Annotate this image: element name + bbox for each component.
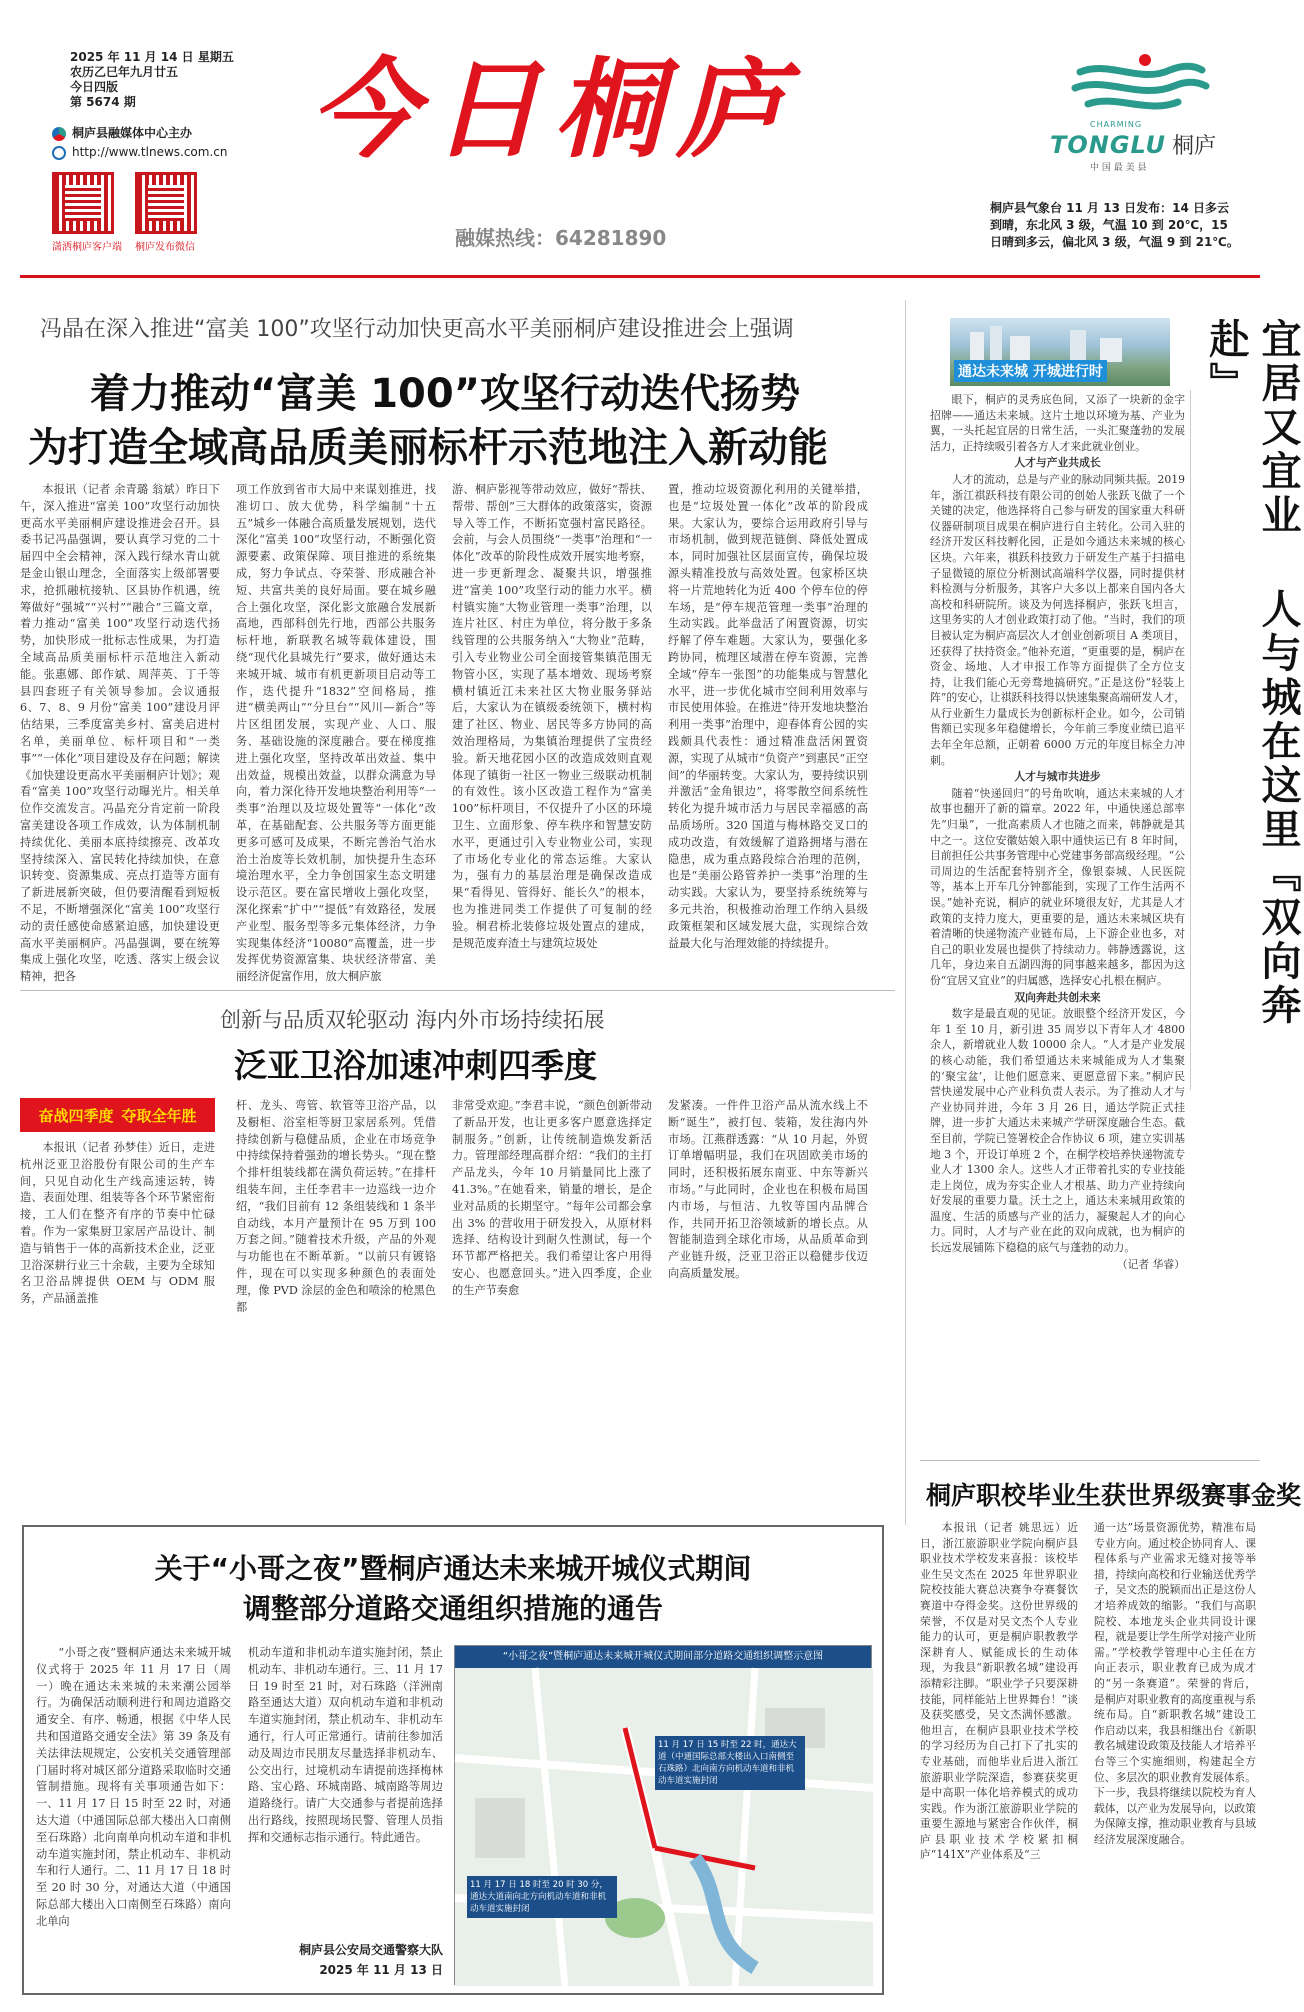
traffic-notice-box — [22, 1525, 884, 1995]
lead-column-4 — [668, 482, 868, 977]
notice-title-line2: 调整部分道路交通组织措施的通告 — [242, 1592, 663, 1625]
traffic-map — [454, 1645, 872, 1985]
date-line: 2025 年 11 月 14 日 星期五 — [70, 50, 234, 64]
featured-section2-title: 人才与城市共进步 — [1014, 770, 1101, 784]
featured-vertical-title — [1200, 318, 1304, 1038]
qr-code-icon — [135, 172, 197, 234]
lead-col1-text: 本报讯（记者 余青璐 翁斌）昨日下午，深入推进“富美 100”攻坚行动加快更高水平美丽桐庐建设推进会召开。县委书记冯晶强调，要认真学习党的二十届四中全会精神，深入践行绿水青山就是金山银山理念，全面落实上级部署要求，抢抓融杭接轨、区县协作机遇，统筹做好“强城”“兴村”“融合”三篇文章，着力推动“富美 100”攻坚行动迭代扬势，加快形成一批标志性成果，为打造全域高品质美丽标杆示范地注入新动能。张惠娜、郎作斌、周萍英、丁千等县四套班子有关领导参加。会议通报 6、7、8、9 月份“富美 100”建设月评估结果，三季度富美乡村、富美启进村名单，美丽单位、标杆项目和“一类事”“一体化”项目建设及存在问题；解读《加快建设更高水平美丽桐庐计划》；观看“富美 100”攻坚行动曝光片。相关单位作交流发言。冯晶充分肯定前一阶段富美建设各项工作成效，认为体制机制持续优化、美丽本底持续擦亮、改革攻坚持续深入、富民转化持续加快，在意识转变、资源集成、亮点打造等方面有了新进展新突破，但仍要清醒看到短板不足，不断增强深化“富美 100”攻坚行动的责任感使命感紧迫感，加快建设更高水平美丽桐庐。冯晶强调，要在统筹集成上强化攻坚，吃透、落实上级会议精神，把各 — [20, 483, 220, 984]
featured-banner-photo — [950, 318, 1170, 386]
featured-section1-title: 人才与产业共成长 — [1014, 456, 1101, 470]
map-note-2: 11 月 17 日 18 时至 20 时 30 分，通达大道南向北方向机动车道和非机动车道实施封闭 — [467, 1876, 617, 1918]
campaign-badge — [20, 1098, 215, 1132]
lead-title-line1: 着力推动“富美 100”攻坚行动迭代扬势 — [90, 371, 800, 417]
article3-title: 桐庐职校毕业生获世界级赛事金奖 — [926, 1481, 1302, 1510]
map-title: “小哥之夜”暨桐庐通达未来城开城仪式期间部分道路交通组织调整示意图 — [455, 1646, 871, 1668]
issue-line: 第 5674 期 — [70, 95, 136, 109]
featured-para3: 数字是最直观的见证。放眼整个经济开发区，今年 1 至 10 月，新引进 35 周岁以下青年人才 4800 余人，新增就业人数 10000 余人。“人才是产业发展的核心动能，我们希望通达未来城能成为人才集聚的‘聚宝盆’，让他们愿意来、更愿意留下来。”桐庐民营快递发展中心产业科负责人表示。为了推动人才与产业协同并进，今年 3 月 26 日，通达学院正式挂牌，进一步扩大通达未来城产学研深度融合生态。截至目前，学院已签署校企合作协议 6 项，建立实训基地 3 个，开设订单班 2 个，在桐学校培养快递物流专业人才 1300 余人。这些人才正带着扎实的专业技能走上岗位，成为夯实企业人才根基、助力产业持续向好发展的重要力量。沃土之上，通达未来城用政策的温度、生活的质感与产业的活力，凝聚起人才的向心力。同时，人才与产业在此的双向成就，也为桐庐的长远发展铺陈下稳稳的底气与蓬勃的动力。 — [930, 1007, 1185, 1255]
brand-en: TONGLU — [1050, 130, 1167, 159]
article3-col2-text: 通一达”场景资源优势，精准布局专业方向。通过校企协同育人、课程体系与产业需求无缝对接等举措，持续向高校和行业输送优秀学子，吴文杰的脱颖而出正是这份人才培养成效的缩影。“我们与高职院校、本地龙头企业共同设计课程，就是要让学生所学对接产业所需。”学校教学管理中心主任在方向正表示，职业教育已成为成才的“另一条赛道”。荣誉的背后，是桐庐对职业教育的高度重视与系统布局。自“新职教名城”建设工作启动以来，我县相继出台《新职教名城建设政策及技能人才培养平台等三个实施细则，构建起全方位、多层次的职业教育发展体系。下一步，我县将继续以院校为育人载体，以产业为发展导向，以政策为保障支撑，推动职业教育与县域经济发展深度融合。 — [1094, 1521, 1256, 1846]
featured-para1: 人才的流动，总是与产业的脉动同频共振。2019 年，浙江祺跃科技有限公司的创始人张跃飞做了一个关键的决定，他选择将自己参与研发的国家重大科研仪器研制项目成果在桐庐进行自主转化。公司入驻的经济开发区科技孵化园，正是如今通达未来城的核心区块。六年来，祺跃科技致力于研发生产基于扫描电子显微镜的原位分析测试高端科学仪器，同时提供材料检测与分析服务，其客户大多以上都来自国内各大高校和科研院所。谈及为何选择桐庐，张跃飞坦言，这里务实的人才创业政策打动了他。“当时，我们的项目被认定为桐庐高层次人才创业创新项目 A 类项目，还获得了扶持资金。”他补充道，“更重要的是，桐庐在资金、场地、人才申报工作等方面提供了全方位支持，让我们能心无旁骛地搞研究。”正是这份“轻装上阵”的安心，让祺跃科技得以快速集聚高端研发人才，从行业新生力量成长为创新标杆企业。如今，公司销售额已实现多年稳健增长，今年前三季度业绩已追平去年全年总额，正朝着 6000 万元的年度目标全力冲刺。 — [930, 472, 1185, 767]
brand-sub: 中 国 最 美 县 — [1090, 163, 1147, 173]
media-center-logo-icon — [52, 127, 66, 141]
divider — [1190, 390, 1191, 1090]
qr-code-1[interactable] — [52, 172, 122, 253]
qr-code-2[interactable] — [135, 172, 197, 253]
lead-kicker: 冯晶在深入推进“富美 100”攻坚行动加快更高水平美丽桐庐建设推进会上强调 — [40, 317, 794, 342]
brand-charming: CHARMING — [1090, 120, 1143, 129]
article3-column-1 — [920, 1520, 1078, 1990]
qr-code-icon — [52, 172, 114, 234]
notice-title-line1: 关于“小哥之夜”暨桐庐通达未来城开城仪式期间 — [154, 1552, 752, 1585]
wave-logo-icon — [1070, 50, 1210, 120]
article3-col1-text: 本报讯（记者 姚思远）近日，浙江旅游职业学院向桐庐县职业技术学校发来喜报：该校毕业生吴文杰在 2025 年世界职业院校技能大赛总决赛争夺赛餐饮赛道中夺得金奖。这份世界级的荣誉，不仅是对吴文杰个人专业能力的认可，更是桐庐职教教学深耕育人、赋能成长的生动体现，为我县“新职教名城”建设再添精彩注脚。“职业学子只要深耕技能，同样能站上世界舞台！”谈及获奖感受，吴文杰满怀感激。他坦言，在桐庐县职业技术学校的学习经历为自己打下了扎实的专业基础，而他毕业后进入浙江旅游职业学院深造，参赛获奖更是中高职一体化培养模式的成功实践。作为浙江旅游职业学院的重要生源地与紧密合作伙伴，桐庐县职业技术学校紧扣桐庐“141X”产业体系及“三 — [920, 1521, 1078, 1862]
vertical-title-part1: 宜居又宜业 — [1255, 318, 1301, 538]
article2-col3-text: 非常受欢迎。”李君丰说，“颜色创新带动了新品开发，也让更多客户愿意选择定制服务。”创新，让传统制造焕发新活力。管理部经理高群介绍：“我们的主打产品龙头，今年 10 月销量同比上涨了 41.3%。”在她看来，销量的增长，是企业对品质的长期坚守。“每年公司都会拿出 3% 的营收用于研发投入，从原材料选择、结构设计到耐久性测试，每一个环节都严格把关。我们希望让客户用得安心、也愿意回头。”进入四季度，企业的生产节奏愈 — [452, 1099, 652, 1297]
qr2-label: 桐庐发布微信 — [135, 242, 195, 253]
website-link[interactable]: http://www.tlnews.com.cn — [72, 145, 228, 159]
article2-column-3 — [452, 1098, 652, 1480]
globe-icon — [52, 146, 66, 160]
lead-col2-text: 项工作放到省市大局中来谋划推进，找准切口、放大优势，科学编制“十五五”城乡一体融合高质量发展规划，迭代深化“富美 100”攻坚行动，不断强化资源要素、政策保障、项目推进的系统集成，努力争试点、夺荣誉、形成融合补短、共富共美的良好局面。要在城乡融合上强化攻坚，深化影文旅融合发展新高地，西部科创先行地，西部公共服务标杆地，新联教名城等载体建设，围绕“现代化县城先行”要求，做好通达未来城开城、城市有机更新项目启动等工作，迭代提升“1832”空间格局，推进“横美两山”“分旦台”“风川—新合”等片区组团发展，实现产业、人口、服务、基础设施的深度融合。要在梯度推进上强化攻坚，坚持改革出效益、集中出效益，规模出效益，以群众满意为导向，着力深化待开发地块整治利用等“一类事”治理以及垃圾处置等“一体化”改革，在基础配套、公共服务等方面更能更多可感可及成果，不断完善治气治水治土治废等长效机制，加快提升生态环境治理水平，全力争创国家生态文明建设示范区。要在富民增收上强化攻坚，深化探索“扩中”“提低”有效路径，发展产业型、服务型等多元集体经济，力争实现集体经济“10080”高覆盖，进一步发挥优势资源富集、块状经济带富、美丽经济促富作用，放大桐庐旅 — [236, 483, 436, 984]
lead-col3-text: 游、桐庐影视等带动效应，做好“帮扶、帮带、帮创”三大群体的政策落实，资源导入等工作，不断拓宽强村富民路径。会前，与会人员围绕“一类事”治理和“一体化”改革的阶段性成效开展实地考察，进一步更新理念、凝聚共识，增强推进“富美 100”攻坚行动的能力水平。横村镇实施“大物业管理一类事”治理，以连片社区、村庄为单位，将分散于多条线管理的公共服务纳入“大物业”范畴，引入专业物业公司全面接管集镇范围无物管小区，实现了基本增效、现场考察横村镇近江未来社区大物业服务驿站后，大家认为在镇级委统领下，横村构建了社区、物业、居民等多方协同的高效治理格局，为集镇治理提供了宝贵经验。新天地花园小区的改造成效则直观体现了镇街一社区一物业三级联动机制的有效性。该小区改造工程作为“富美 100”标杆项目，不仅提升了小区的环境卫生、立面形象、停车秩序和智慧安防水平，更通过引入专业物业公司，实现了市场化专业化的常态运维。大家认为，强有力的基层治理是确保改造成果“看得见、管得好、能长久”的根本，也为推进同类工作提供了可复制的经验。桐君桥北装修垃圾处置点的建成，是规范废弃渣土与建筑垃圾处 — [452, 483, 652, 950]
featured-intro: 眼下，桐庐的灵秀底色间，又添了一块新的金字招牌——通达未来城。这片土地以环境为基、产业为翼，一头托起宜居的日常生活，一头汇聚蓬勃的发展活力，正持续吸引着各方人才来此就业创业。 — [930, 393, 1185, 453]
tonglu-brand-logo — [1050, 50, 1230, 190]
newspaper-title: 今日桐庐 — [310, 47, 799, 173]
featured-body — [930, 392, 1185, 1272]
featured-para2: 随着“快递回归”的号角吹响，通达未来城的人才故事也翻开了新的篇章。2022 年，中通快递总部率先“归巢”，一批高素质人才也随之而来，韩静就是其中之一。这位安徽姑娘入职中通快运已有 8 年时间，目前担任公共事务管理中心党建事务部高级经理。“公司周边的生活配套特别齐全，像银泰城、人民医院等，基本上开车几分钟都能到，实现了工作生活两不误。”她补充说，桐庐的就业环境很友好，尤其是人才政策的支持力度大，更重要的是，通达未来城区块有着清晰的快递物流产业链布局，上下游企业也多，对自己的职业发展也提供了持续动力。韩静透露说，这几年，身边来自五湖四海的同事越来越多，都因为这份“宜居又宜业”的归属感，选择安心扎根在桐庐。 — [930, 786, 1185, 987]
map-note-1: 11 月 17 日 15 时至 22 时，通达大道（中通国际总部大楼出入口南侧至石珠路）北向南方向机动车道和非机动车道实施封闭 — [655, 1736, 805, 1790]
notice-column-2 — [248, 1645, 443, 1915]
edition-info — [70, 50, 234, 110]
article2-column-2 — [236, 1098, 436, 1480]
featured-section3-title: 双向奔赴共创未来 — [1014, 990, 1101, 1004]
divider — [905, 300, 906, 1525]
article2-column-4 — [668, 1098, 868, 1480]
vertical-title-part2: 人与城在这里『双向奔赴』 — [1203, 318, 1301, 1028]
sponsor-info — [52, 126, 227, 160]
article2-col2-text: 杆、龙头、弯管、软管等卫浴产品，以及橱柜、浴室柜等厨卫家居系列。凭借持续创新与稳健品质，企业在市场竞争中持续保持着强劲的增长势头。“现在整个排杆组装线都在满负荷运转。”在排杆组装车间，主任李君丰一边巡线一边介绍，“我们目前有 12 条组装线和 1 条半自动线，本月产量预计在 95 万到 100 万套之间。”随着技术升级，产品的外观与功能也在不断革新。“以前只有镀铬件，现在可以实现多种颜色的表面处理，像 PVD 涂层的金色和喷涂的枪黑色都 — [236, 1099, 436, 1314]
sponsor-text: 桐庐县融媒体中心主办 — [72, 126, 193, 140]
masthead — [0, 0, 1280, 280]
article2-column-1 — [20, 1140, 215, 1480]
map-graphic — [455, 1668, 873, 1986]
notice-column-1 — [36, 1645, 231, 1985]
qr1-label: 潇洒桐庐客户端 — [52, 242, 122, 253]
pages-line: 今日四版 — [70, 80, 119, 94]
badge-text-a: 奋战四季度 — [38, 1106, 114, 1125]
weather-report: 桐庐县气象台 11 月 13 日发布：14 日多云到晴，东北风 3 级，气温 10 到 20℃，15 日晴到多云，偏北风 3 级，气温 9 到 21℃。 — [990, 201, 1239, 249]
notice-signer: 桐庐县公安局交通警察大队 — [298, 1943, 443, 1957]
lead-column-3 — [452, 482, 652, 977]
hotline: 融媒热线：64281890 — [455, 226, 667, 250]
featured-byline: （记者 华睿） — [1116, 1257, 1185, 1271]
masthead-rule — [20, 275, 1260, 278]
notice-col2-text: 机动车道和非机动车道实施封闭，禁止机动车、非机动车通行。三、11 月 17 日 19 时至 21 时，对石珠路（洋洲南路至通达大道）双向机动车道和非机动车道实施封闭，禁止机动车、非机动车通行，行人可正常通行。请前往参加活动及周边市民朋友尽量选择非机动车、公交出行，过境机动车请提前选择梅林路、宝心路、环城南路、城南路等周边道路绕行。请广大交通参与者提前选择出行路线，按照现场民警、管理人员指挥和交通标志指示通行。特此通告。 — [248, 1646, 443, 1844]
lead-column-1 — [20, 482, 220, 984]
banner-text: 通达未来城 开城进行时 — [954, 360, 1107, 382]
lead-col4-text: 置，推动垃圾资源化利用的关键举措，也是“垃圾处置一体化”改革的阶段成果。大家认为，要综合运用政府引导与市场机制，做到规范链倒、降低处置成本，同时加强社区层面宣传，确保垃圾源头精准投放与高效处置。包家桥区块将一片荒地转化为近 400 个停车位的停车场，是“停车规范管理一类事”治理的生动实践。此举盘活了闲置资源，切实纾解了停车难题。大家认为，要强化多跨协同，梳理区域潜在停车资源，完善全域“停车一张图”的功能集成与智慧化水平，进一步优化城市空间利用效率与市民使用体验。在推进“待开发地块整治利用一类事”治理中，迎春体育公园的实践颇具代表性：通过精准盘活闲置资源，实现了从城市“负资产”到惠民“正空间”的华丽转变。大家认为，要持续识别并激活“金角银边”，将零散空间系统性转化为提升城市活力与居民幸福感的高品质场所。320 国道与梅林路交叉口的成功改造，有效缓解了道路拥堵与潜在隐患，成为重点路段综合治理的范例，也是“美丽公路管养护一类事”治理的生动实践。大家认为，要坚持系统统筹与多元共治，积极推动治理工作纳入县级政策框架和区域发展大盘，实现综合效益最大化与治理效能的持续提升。 — [668, 483, 868, 950]
brand-cn: 桐庐 — [1172, 134, 1217, 159]
article3-column-2 — [1094, 1520, 1256, 1990]
lead-column-2 — [236, 482, 436, 984]
divider — [920, 1460, 1260, 1461]
article2-kicker: 创新与品质双轮驱动 海内外市场持续拓展 — [220, 1008, 605, 1032]
lead-title-line2: 为打造全域高品质美丽标杆示范地注入新动能 — [28, 425, 828, 471]
divider — [20, 990, 895, 991]
notice-sign-date: 2025 年 11 月 13 日 — [319, 1963, 443, 1977]
badge-text-b: 夺取全年胜 — [121, 1106, 197, 1125]
article2-col1-text: 本报讯（记者 孙梦佳）近日，走进杭州泛亚卫浴股份有限公司的生产车间，只见自动化生产线高速运转，铸造、表面处理、组装等各个环节紧密衔接，工人们在整齐有序的节奏中忙碌着。作为一家集厨卫家居产品设计、制造与销售于一体的高新技术企业，泛亚卫浴深耕行业三十余载，主要为全球知名卫浴品牌提供 OEM 与 ODM 服务，产品涵盖推 — [20, 1141, 215, 1306]
article2-title: 泛亚卫浴加速冲刺四季度 — [234, 1046, 597, 1085]
notice-col1-text: “小哥之夜”暨桐庐通达未来城开城仪式将于 2025 年 11 月 17 日（周一）晚在通达未来城的未来潮公园举行。为确保活动顺利进行和周边道路交通安全、有序、畅通，根据《中华人民共和国道路交通安全法》第 39 条及有关法律法规规定，公安机关交通管理部门届时将对城区部分道路采取临时交通管制措施。现将有关事项通告如下：一、11 月 17 日 15 时至 22 时，对通达大道（中通国际总部大楼出入口南侧至石珠路）北向南单向机动车道和非机动车道实施封闭，禁止机动车、非机动车和行人通行。二、11 月 17 日 18 时至 20 时 30 分，对通达大道（中通国际总部大楼出入口南侧至石珠路）南向北单向 — [36, 1646, 231, 1928]
article2-col4-text: 发紧凑。一件件卫浴产品从流水线上不断“诞生”，被打包、装箱，发往海内外市场。江燕群透露：“从 10 月起，外贸订单增幅明显，我们在巩固欧美市场的同时，还积极拓展东南亚、中东等新兴市场。”与此同时，企业也在积极布局国内市场，与恒洁、九牧等国内品牌合作，共同开拓卫浴领域新的增长点。从智能制造到全球化市场，从品质革命到产业链升级，泛亚卫浴正以稳健步伐迈向高质量发展。 — [668, 1099, 868, 1280]
lunar-line: 农历乙巳年九月廿五 — [70, 65, 179, 79]
